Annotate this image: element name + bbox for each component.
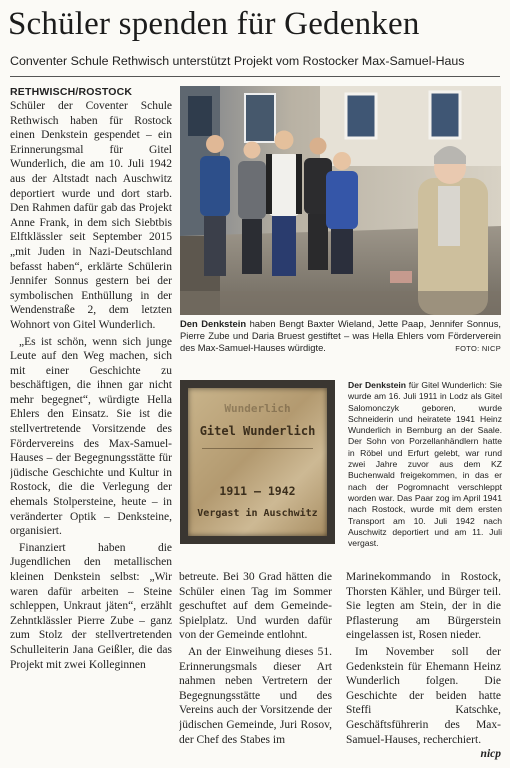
- person: [238, 142, 266, 275]
- paragraph: Finanziert haben die Jugendlichen den metallischen kleinen Denkstein selbst: „Wir waren dafür arbeiten – Steine schleppen, Unkraut jäten“, erzählt Zehntklässler Pierre Zube – ganz zum Stolz der stellvertretenden Schulleiterin Jana Geißler, die das Projekt mit zwei Kolleginnen: [10, 541, 172, 671]
- article-column-3: [346, 570, 501, 760]
- denkstein-photo: [180, 380, 335, 544]
- dateline: RETHWISCH/ROSTOCK: [10, 86, 133, 98]
- denkstein-plate: [188, 388, 327, 536]
- headline: Schüler spenden für Gedenken: [8, 6, 420, 42]
- caption-lead: Den Denkstein: [180, 318, 247, 329]
- article-column-1: [10, 85, 172, 755]
- photo-credit: FOTO: NICP: [455, 344, 501, 353]
- stone-line-2: Gitel Wunderlich: [199, 424, 316, 438]
- stone-line-4: Vergast in Auschwitz: [197, 508, 318, 519]
- article-column-2: [179, 570, 332, 755]
- paragraph: Marinekommando in Rostock, Thorsten Kähler, und Bürger teil. Sie legten am Stein, der in die Pflasterung am Bürgerstein eingelassen ist, Rosen nieder.: [346, 571, 501, 642]
- stone-caption-text: für Gitel Wunderlich: Sie wurde am 16. Juli 1911 in Lodz als Gitel Salomonczyk geboren, wurde Schneiderin und heiratete 1941 Heinz Wunderlich in Bernburg an der Saale. Der Sohn von Porzellanhändlern hatte in Röbel und Erfurt gelebt, war rund zwei Jahre zuvor aus dem KZ Buchenwald freigekommen, in das er nach der Pogromnacht verschleppt worden war. Das Paar zog im April 1941 nach Rostock, wurde mit dem ersten Transport am 10. Juli 1942 nach Auschwitz deportiert und am 11. Juli vergast.: [348, 380, 503, 549]
- paragraph: An der Einweihung dieses 51. Erinnerungsmals dieser Art nahmen neben Vertretern der Begegnungsstätte und des Vereins auch der Vorsitzende der jüdischen Gemeinde, Juri Rosov, der Chef des Stabes im: [179, 645, 332, 746]
- paragraph: Schüler der Coventer Schule Rethwisch haben für Rostock einen Denkstein gespendet – ein Erinnerungsmal für Gitel Wunderlich, die am 10. Juli 1942 aus der Altstadt nach Auschwitz deportiert wurde und dort starb. Den Rahmen dafür gab das Projekt Anne Frank, in dem sich Siebtbis Elftklässler seit September 2015 „mit Juden in Nazi-Deutschland befasst haben“, erklärte Schülerin Jennifer Sonnus gestern bei der symbolischen Enthüllung in der Wendenstraße 2, dem letzten Wohnort von Gitel Wunderlich.: [10, 100, 172, 331]
- caption-text: haben Bengt Baxter Wieland, Jette Paap, Jennifer Sonnus, Pierre Zube und Daria Bruest gestiftet – was Hella Ehlers vom Förderverein des Max-Samuel-Hauses würdigte.: [180, 318, 501, 353]
- stone-divider: [202, 448, 313, 449]
- author: nicp: [480, 748, 501, 760]
- stone-line-3: 1911 – 1942: [219, 484, 296, 498]
- stone-caption: [348, 380, 502, 549]
- group-photo: [180, 86, 501, 315]
- paragraph: „Es ist schön, wenn sich junge Leute auf den Weg machen, sich mit einer Geschichte zu beschäftigen, die ihnen gar nicht mehr begegnet“, würdigte Hella Ehlers den Einsatz. Sie ist die stellvertretende Vorsitzende des Fördervereins des Max-Samuel-Hauses – der Begegnungsstätte für jüdische Geschichte und Kultur in Rostock, die die Verlegung der ehemals Stolpersteine, heute – in veränderter Optik – Denksteine, organisiert.: [10, 335, 172, 538]
- stone-line-1: Wunderlich: [224, 402, 291, 415]
- header-rule: [10, 76, 500, 77]
- paragraph: betreute. Bei 30 Grad hätten die Schüler einen Tag im Sommer geschuftet auf dem Gemeinde-Spielplatz. Und wurden dafür von der Gemeinde entlohnt.: [179, 571, 332, 642]
- stone-caption-lead: Der Denkstein: [348, 380, 407, 390]
- subheadline: Conventer Schule Rethwisch unterstützt Projekt vom Rostocker Max-Samuel-Haus: [10, 54, 465, 68]
- photo-caption: [180, 318, 501, 355]
- paragraph: Im November soll der Gedenkstein für Ehemann Heinz Wunderlich folgen. Die Geschichte der beiden hatte Steffi Katschke, Geschäftsführerin des Max-Samuel-Hauses, recherchiert. nicp: [346, 645, 501, 760]
